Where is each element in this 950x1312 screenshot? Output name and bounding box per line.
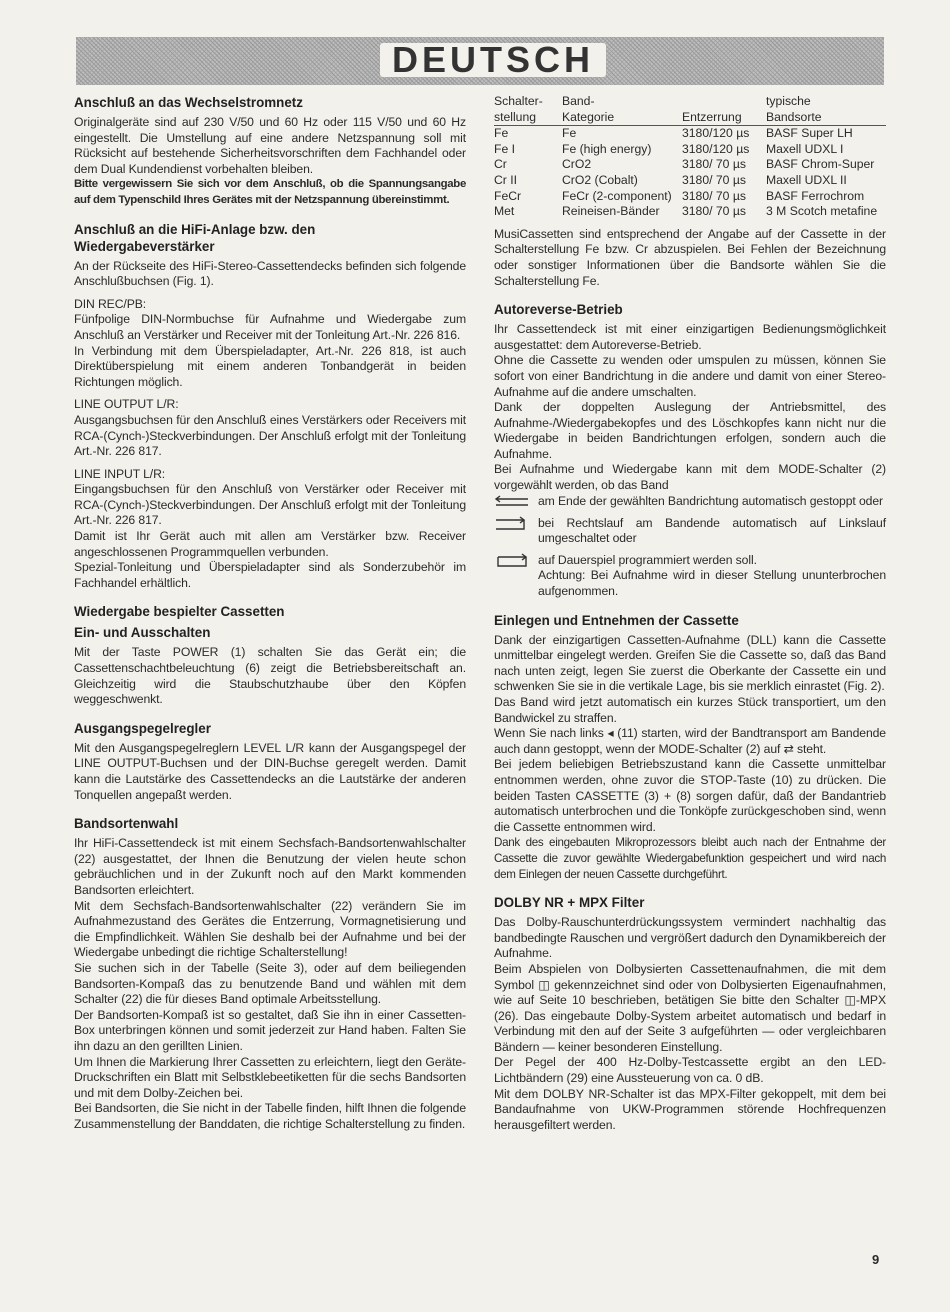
- paragraph: Mit der Taste POWER (1) schalten Sie das Gerät ein; die Cassettenschachtbeleuchtung (6) zeigt die Betriebsbereitschaft an. Gleichzeitig wird die Staubschutzhaube über den Köpfen weggeschwenkt.: [74, 645, 466, 707]
- table-cell: Maxell UDXL I: [766, 141, 844, 156]
- line-output-label: LINE OUTPUT L/R:: [74, 397, 179, 412]
- table-cell: Fe (high energy): [562, 141, 652, 156]
- paragraph: Wenn Sie nach links ◂ (11) starten, wird der Bandtransport am Bandende auch dann gestoppt, wenn der MODE-Schalter (2) auf ⇄ steht.: [494, 726, 886, 756]
- paragraph: Mit den Ausgangspegelreglern LEVEL L/R kann der Ausgangspegel der LINE OUTPUT-Buchsen und der DIN-Buchse geregelt werden. Damit kann die Lautstärke des Cassettendecks an die Lautstärke der anderen Tonquellen angepaßt werden.: [74, 740, 466, 802]
- subheading-power: Ein- und Ausschalten: [74, 625, 211, 641]
- mode-reverse-text: bei Rechtslauf am Bandende automatisch auf Linkslauf umgeschaltet oder: [538, 515, 886, 546]
- table-cell: 3180/ 70 µs: [682, 204, 746, 219]
- mode-continuous-warning: Achtung: Bei Aufnahme wird in dieser Stellung ununterbrochen aufgenommen.: [538, 568, 886, 599]
- paragraph: Das Dolby-Rauschunterdrückungssystem vermindert nachhaltig das bandbedingte Rauschen und vergrößert dadurch den Dynamikbereich der Aufnahme.: [494, 915, 886, 961]
- mode-continuous-item: [494, 553, 886, 600]
- reverse-once-icon: [494, 516, 530, 532]
- header-equalization: Entzerrung: [682, 94, 766, 126]
- table-cell: CrO2 (Cobalt): [562, 172, 638, 187]
- table-row: [494, 157, 886, 173]
- paragraph: Originalgeräte sind auf 230 V/50 und 60 Hz oder 115 V/50 und 60 Hz eingestellt. Die Umstellung auf eine andere Netzspannung soll mit Rücksicht auf bestehende Sicherheitsvorschriften dem Fachhandel oder dem Dual Kundendienst vorbehalten bleiben.: [74, 115, 466, 176]
- paragraph: Fünfpolige DIN-Normbuchse für Aufnahme und Wiedergabe zum Anschluß an Verstärker und Receiver mit der Tonleitung Art.-Nr. 226 816.: [74, 312, 466, 342]
- table-cell: 3180/120 µs: [682, 126, 750, 141]
- table-header-row: [494, 94, 886, 126]
- table-row: [494, 173, 886, 189]
- paragraph: Bei Aufnahme und Wiedergabe kann mit dem MODE-Schalter (2) vorgewählt werden, ob das Band: [494, 462, 886, 493]
- header-tape-category: Band- Kategorie: [562, 94, 682, 126]
- paragraph: Spezial-Tonleitung und Überspieladapter sind als Sonderzubehör im Fachhandel erhältlich.: [74, 560, 466, 590]
- table-cell: Maxell UDXL II: [766, 172, 847, 187]
- mode-continuous-text: auf Dauerspiel programmiert werden soll.: [538, 552, 757, 567]
- table-cell: Cr II: [494, 172, 518, 187]
- table-cell: Reineisen-Bänder: [562, 204, 660, 219]
- language-title: DEUTSCH: [380, 43, 606, 77]
- paragraph: Das Band wird jetzt automatisch ein kurzes Stück transportiert, um den Bandwickel zu straffen.: [494, 695, 886, 725]
- heading-autoreverse: Autoreverse-Betrieb: [494, 302, 623, 318]
- table-cell: BASF Ferrochrom: [766, 188, 865, 203]
- paragraph: Sie suchen sich in der Tabelle (Seite 3), oder auf dem beiliegenden Bandsorten-Kompaß das zu benutzende Band und wählen mit dem Schalter (22) die für dieses Band optimale Arbeitsstellung.: [74, 960, 466, 1007]
- table-row: [494, 204, 886, 220]
- table-cell: Met: [494, 204, 515, 219]
- header-typical-tape: typische Bandsorte: [766, 94, 886, 126]
- paragraph: Der Bandsorten-Kompaß ist so gestaltet, daß Sie ihn in einer Cassetten-Box unterbringen können und somit jederzeit zur Hand haben. Falten Sie ihn dazu an den gerillten Linien.: [74, 1007, 466, 1053]
- din-label: DIN REC/PB:: [74, 296, 147, 311]
- paragraph: Ausgangsbuchsen für den Anschluß eines Verstärkers oder Receivers mit RCA-(Cynch-)Steckverbindungen. Der Anschluß erfolgt mit der Tonleitung Art.-Nr. 226 817.: [74, 412, 466, 459]
- mode-reverse-item: [494, 516, 886, 547]
- table-cell: 3180/ 70 µs: [682, 157, 746, 172]
- paragraph: Dank der doppelten Auslegung der Antriebsmittel, des Aufnahme-/Wiedergabekopfes und des Löschkopfes kann nicht nur die Wiedergabe in beiden Bandrichtungen erfolgen, sondern auch die Aufnahme.: [494, 400, 886, 461]
- paragraph: Um Ihnen die Markierung Ihrer Cassetten zu erleichtern, liegt den Geräte-Druckschriften ein Blatt mit Selbstklebeetiketten für die sechs Bandsorten und mit dem Dolby-Zeichen bei.: [74, 1054, 466, 1100]
- stop-at-end-icon: [494, 494, 530, 510]
- paragraph: Damit ist Ihr Gerät auch mit allen am Verstärker bzw. Receiver angeschlossenen Programmquellen verbunden.: [74, 529, 466, 559]
- paragraph: Ihr HiFi-Cassettendeck ist mit einem Sechsfach-Bandsortenwahlschalter (22) ausgestattet, der Ihnen die Benutzung der vielen heute schon gebräuchlichen und in der Zukunft noch auf den Markt kommenden Bandsorten erleichtert.: [74, 836, 466, 897]
- mode-stop-item: [494, 494, 886, 510]
- heading-hifi-connection: Anschluß an die HiFi-Anlage bzw. den Wiedergabeverstärker: [74, 221, 316, 254]
- paragraph: Beim Abspielen von Dolbysierten Cassettenaufnahmen, die mit dem Symbol ◫ gekennzeichnet sind oder von Dolbysierten Eigenaufnahmen, wie auf Seite 10 beschrieben, betätigen Sie bitte den Schalter ◫-MPX (26). Das eingebaute Dolby-System arbeitet automatisch und bedarf in Verbindung mit den auf der Seite 3 aufgeführten — oder vergleichbaren Bändern — keiner besonderen Einstellung.: [494, 961, 886, 1054]
- paragraph: Mit dem Sechsfach-Bandsortenwahlschalter (22) verändern Sie im Aufnahmezustand des Gerätes die Entzerrung, Vormagnetisierung und die Empfindlichkeit. Wählen Sie deshalb bei der Aufnahme und bei der Wiedergabe unbedingt die richtige Schalterstellung!: [74, 898, 466, 960]
- paragraph: Mit dem DOLBY NR-Schalter ist das MPX-Filter gekoppelt, mit dem bei Bandaufnahme von UKW-Programmen störende Hochfrequenzen herausgefiltert werden.: [494, 1086, 886, 1132]
- tape-type-table: [494, 94, 886, 220]
- paragraph: Ihr Cassettendeck ist mit einer einzigartigen Bedienungsmöglichkeit ausgestattet: dem Autoreverse-Betrieb.: [494, 322, 886, 352]
- table-row: [494, 142, 886, 158]
- right-column: [494, 94, 886, 1133]
- paragraph: MusiCassetten sind entsprechend der Angabe auf der Cassette in der Schalterstellung Fe bzw. Cr abzuspielen. Bei Fehlen der Bezeichnung oder sonstiger Informationen über die Bandsorte wählen Sie die Schalterstellung Fe.: [494, 226, 886, 288]
- table-cell: Fe I: [494, 141, 515, 156]
- table-cell: BASF Super LH: [766, 126, 853, 141]
- page-number: 9: [872, 1252, 880, 1267]
- paragraph: Bei Bandsorten, die Sie nicht in der Tabelle finden, hilft Ihnen die folgende Zusammenstellung der Banddaten, die richtige Schalterstellung zu finden.: [74, 1101, 466, 1131]
- heading-output-level: Ausgangspegelregler: [74, 720, 211, 736]
- paragraph: Der Pegel der 400 Hz-Dolby-Testcassette ergibt an den LED-Lichtbändern (29) eine Aussteuerung von ca. 0 dB.: [494, 1055, 886, 1086]
- table-row: [494, 126, 886, 142]
- paragraph: An der Rückseite des HiFi-Stereo-Cassettendecks befinden sich folgende Anschlußbuchsen (Fig. 1).: [74, 258, 466, 289]
- paragraph: Dank der einzigartigen Cassetten-Aufnahme (DLL) kann die Cassette unmittelbar eingelegt werden. Greifen Sie die Cassette so, daß das Band nach unten zeigt, legen Sie zuerst die Oberkante der Cassette ein und schwenken Sie sie in die vertikale Lage, bis sie merklich einrastet (Fig. 2).: [494, 632, 886, 694]
- heading-playback: Wiedergabe bespielter Cassetten: [74, 604, 285, 620]
- table-cell: BASF Chrom-Super: [766, 157, 875, 172]
- table-row: [494, 189, 886, 205]
- warning-paragraph: Bitte vergewissern Sie sich vor dem Anschluß, ob die Spannungsangabe auf dem Typenschild Ihres Gerätes mit der Netzspannung übereinstimmt.: [74, 178, 466, 206]
- heading-cassette-insert: Einlegen und Entnehmen der Cassette: [494, 612, 739, 628]
- table-cell: 3 M Scotch metafine: [766, 204, 878, 219]
- paragraph: In Verbindung mit dem Überspieladapter, Art.-Nr. 226 818, ist auch Direktüberspielung mit einem anderen Tonbandgerät in beiden Richtungen möglich.: [74, 343, 466, 389]
- table-cell: 3180/ 70 µs: [682, 188, 746, 203]
- table-cell: Fe: [562, 126, 577, 141]
- table-cell: CrO2: [562, 157, 592, 172]
- paragraph: Dank des eingebauten Mikroprozessors bleibt auch nach der Entnahme der Cassette die zuvor gewählte Wiedergabefunktion gespeichert und wird nach dem Einlegen der neuen Cassette durchgeführt.: [494, 836, 886, 881]
- heading-mains-connection: Anschluß an das Wechselstromnetz: [74, 95, 303, 110]
- table-cell: FeCr: [494, 188, 522, 203]
- table-cell: 3180/ 70 µs: [682, 172, 746, 187]
- paragraph: Ohne die Cassette zu wenden oder umspulen zu müssen, können Sie sofort von einer Bandrichtung in die andere und damit von einer Stereo-Aufnahme auf die andere umschalten.: [494, 353, 886, 399]
- left-column: [74, 94, 466, 1132]
- paragraph: Eingangsbuchsen für den Anschluß von Verstärker oder Receiver mit RCA-(Cynch-)Steckverbindungen. Der Anschluß erfolgt mit der Tonleitung Art.-Nr. 226 817.: [74, 482, 466, 528]
- table-cell: Fe: [494, 126, 509, 141]
- table-cell: FeCr (2-component): [562, 188, 672, 203]
- paragraph: Bei jedem beliebigen Betriebszustand kann die Cassette unmittelbar entnommen werden, ohne zuvor die STOP-Taste (10) zu drücken. Die beiden Tasten CASSETTE (3) + (8) sorgen dafür, daß der Bandantrieb automatisch unterbrochen und die Tonköpfe zurückgeschoben sind, wenn die Cassette entnommen wird.: [494, 757, 886, 834]
- header-switch-position: Schalter- stellung: [494, 94, 562, 126]
- line-input-label: LINE INPUT L/R:: [74, 466, 166, 481]
- mode-stop-text: am Ende der gewählten Bandrichtung automatisch gestoppt oder: [538, 493, 883, 508]
- table-cell: Cr: [494, 157, 507, 172]
- heading-tape-selection: Bandsortenwahl: [74, 816, 179, 832]
- table-cell: 3180/120 µs: [682, 141, 750, 156]
- heading-dolby: DOLBY NR + MPX Filter: [494, 895, 645, 911]
- continuous-play-icon: [494, 553, 530, 569]
